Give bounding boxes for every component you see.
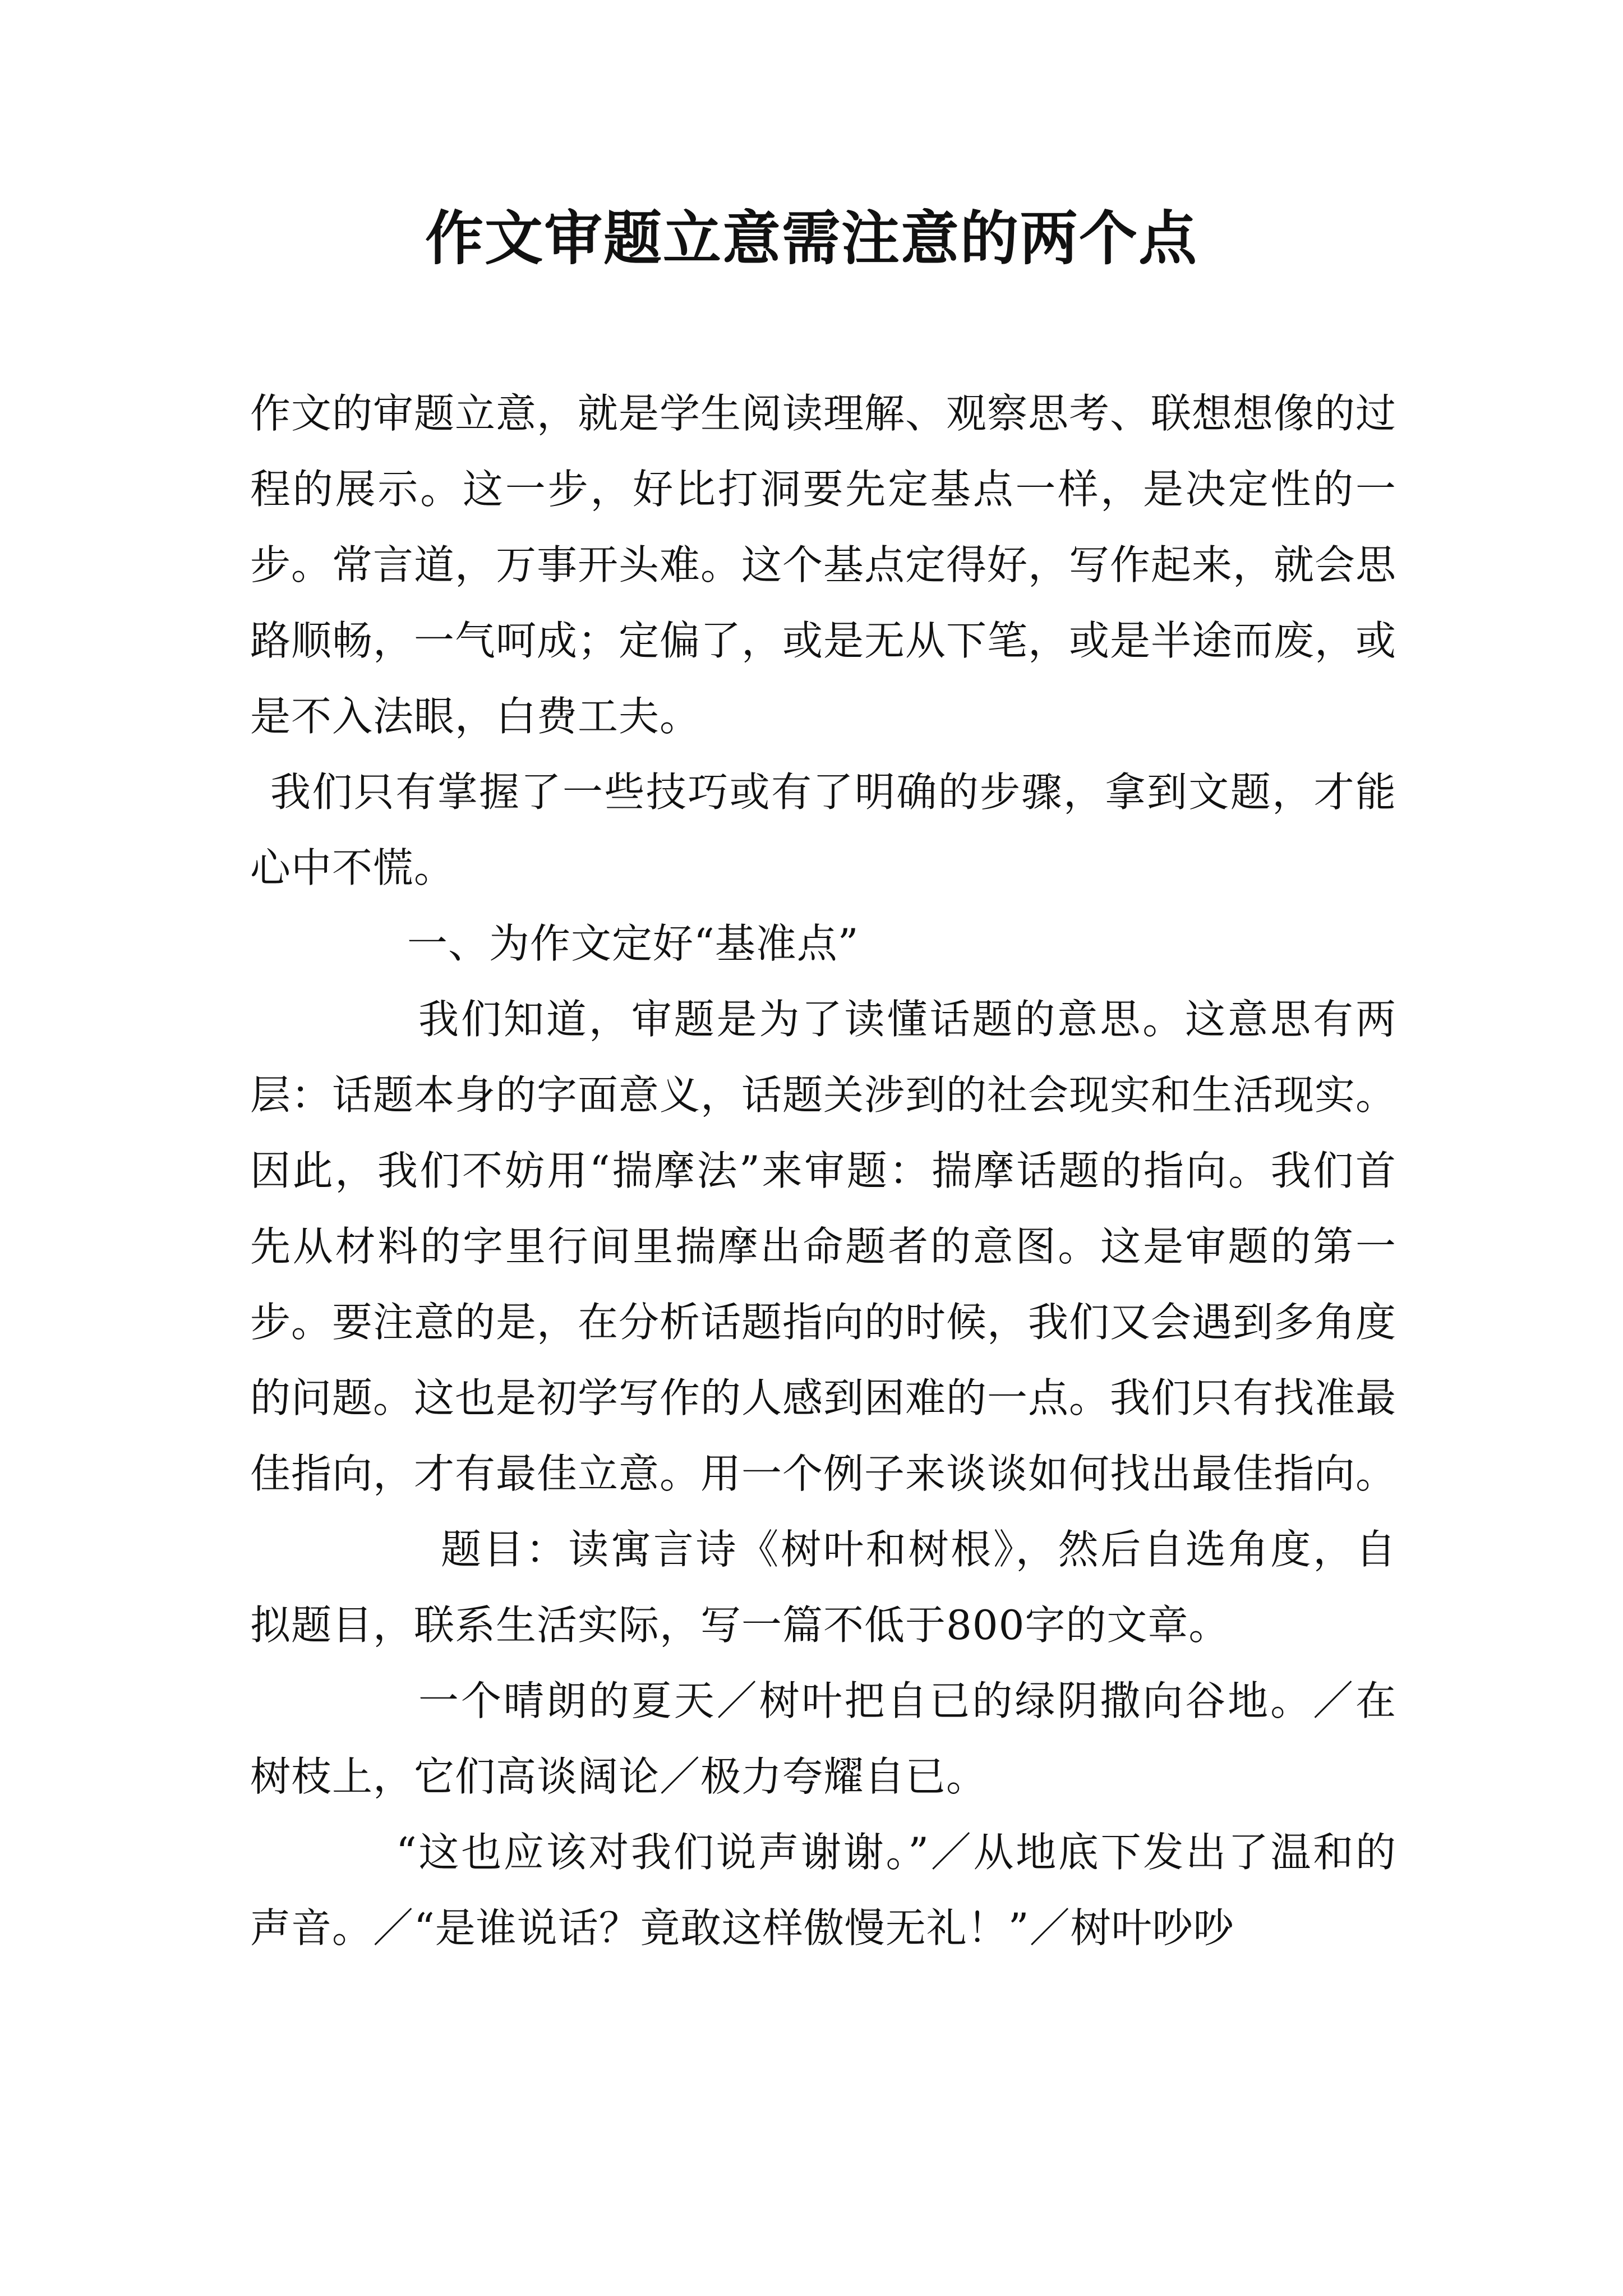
paragraph-skills: 我们只有掌握了一些技巧或有了明确的步骤，拿到文题，才能心中不慌。 (250, 769, 1396, 891)
paragraph-prompt: 题目：读寓言诗《树叶和树根》，然后自选角度，自拟题目，联系生活实际，写一篇不低于800字的文章。 (250, 1526, 1396, 1649)
document-body (250, 376, 1396, 1966)
section-heading: 一、为作文定好“基准点” (407, 920, 859, 967)
paragraph-topic-analysis: 我们知道，审题是为了读懂话题的意思。这意思有两层：话题本身的字面意义，话题关涉到的社会现实和生活现实。因此，我们不妨用“揣摩法”来审题：揣摩话题的指向。我们首先从材料的字里行间里揣摩出命题者的意图。这是审题的第一步。要注意的是，在分析话题指向的时候，我们又会遇到多角度的问题。这也是初学写作的人感到困难的一点。我们只有找准最佳指向，才有最佳立意。用一个例子来谈谈如何找出最佳指向。 (250, 996, 1397, 1497)
paragraph-poem-1: 一个晴朗的夏天／树叶把自已的绿阴撒向谷地。／在树枝上，它们高谈阔论／极力夸耀自已。 (250, 1677, 1396, 1800)
document-title: 作文审题立意需注意的两个点 (425, 204, 1198, 273)
paragraph-poem-2: “这也应该对我们说声谢谢。”／从地底下发出了温和的声音。／“是谁说话？竟敢这样傲慢无礼！”／树叶吵吵 (250, 1829, 1396, 1952)
paragraph-intro: 作文的审题立意，就是学生阅读理解、观察思考、联想想像的过程的展示。这一步，好比打洞要先定基点一样，是决定性的一步。常言道，万事开头难。这个基点定得好，写作起来，就会思路顺畅，一气呵成；定偏了，或是无从下笔，或是半途而废，或是不入法眼，白费工夫。 (250, 390, 1397, 740)
